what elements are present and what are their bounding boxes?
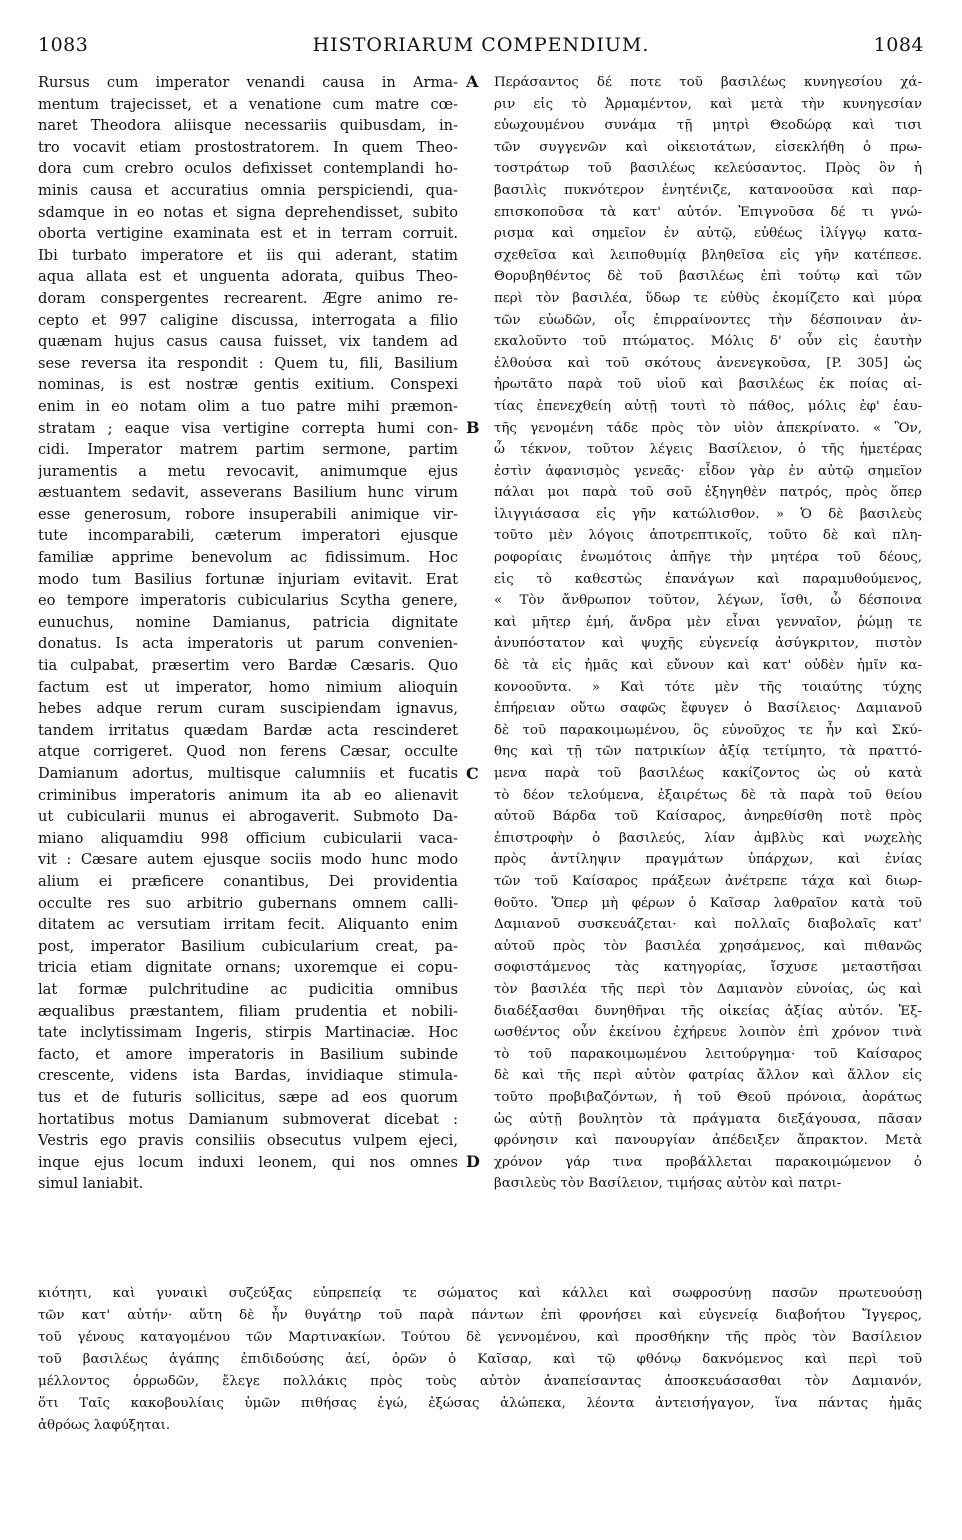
section-marker-d: D (466, 1152, 480, 1171)
greek-text-line: ρισμα καὶ σημεῖον ἐν αὐτῷ, εὐθέως ἰλίγγῳ κατα- (494, 226, 922, 242)
latin-text-line: juramentis a metu revocavit, animumque ejus (38, 462, 458, 480)
greek-text-line: μενα παρὰ τοῦ βασιλέως κακίζοντος ὡς οὐ κατὰ (494, 766, 922, 781)
latin-text-line: hortatibus motus Damianum submoverat dicebat : (38, 1110, 458, 1128)
latin-text-line: Rursus cum imperator venandi causa in Arma- (38, 74, 458, 91)
greek-text-line: ἐστὶν ἀφανισμὸς γενεᾶς· εἶδον γὰρ ἐν αὐτῷ σημεῖον (494, 463, 922, 479)
page-header (38, 34, 924, 60)
latin-column (38, 72, 458, 1195)
latin-text-line: hebes adque rerum curam suscipiendam ignavus, (38, 700, 458, 718)
greek-text-line: βασιλὶς πυκνότερον ἐνητένιζε, κατανοοῦσα καὶ παρ- (494, 182, 922, 198)
latin-text-line: simul laniabit. (38, 1175, 144, 1193)
greek-text-line: Περάσαντος δέ ποτε τοῦ βασιλέως κυνηγεσίου χά- (494, 75, 922, 90)
greek-text-line: σχεθεῖσα καὶ λειποθυμίᾳ βληθεῖσα εἰς γῆν κατέπεσε. (494, 247, 922, 263)
greek-text-line: ἀνυπόστατον καὶ ψυχῆς εὐγενείᾳ ἀσύγκριτον, πιστὸν (494, 636, 922, 652)
latin-text-line: doram conspergentes recrearent. Ægre animo re- (38, 289, 458, 307)
greek-text-line: εὐωχουμένου συνάμα τῇ μητρὶ Θεοδώρᾳ καὶ τισι (494, 118, 922, 134)
greek-text-line: περὶ τὸν βασιλέα, ὕδωρ τε εὐθὺς ἐκομίζετο καὶ μύρα (494, 290, 922, 306)
greek-column (494, 72, 922, 1195)
greek-text-line: τὸ δέον τελούμενα, ἐξαιρέτως δὲ τὰ παρὰ τοῦ θείου (494, 787, 922, 803)
latin-text-line: tute incomparabili, cæterum imperatori ejusque (38, 527, 458, 545)
greek-text-line: θοῦτο. Ὅπερ μὴ φέρων ὁ Καῖσαρ λαθραῖον κατὰ τοῦ (494, 895, 922, 911)
section-marker-b: B (466, 418, 480, 437)
latin-text-line: tate inclytissimam Ingeris, stirpis Martinaciæ. Hoc (38, 1024, 458, 1042)
latin-text-line: aqua allata est et unguenta adorata, quibus Theo- (38, 268, 458, 286)
latin-text-line: tro vocavit etiam prostostratorem. In quem Theo- (38, 138, 458, 156)
greek-footer-line: μέλλοντος ὀρρωδῶν, ἔλεγε πολλάκις πρὸς τοὺς αὐτὸν ἀναπείσαντας ἀποσκευάσασθαι τὸν Δαμιανόν, (38, 1374, 922, 1389)
latin-text-line: factum est ut imperator, homo nimium alioquin (38, 678, 458, 696)
latin-text-line: crescente, videns ista Bardas, invidiaque stimula- (38, 1067, 458, 1085)
latin-text-line: lat formæ pulchritudine ac pudicitia omnibus (38, 980, 458, 998)
latin-text-line: Vestris ego pravis consiliis obsecutus vulpem ejeci, (38, 1132, 458, 1150)
latin-text-line: naret Theodora aliisque necessariis quibusdam, in- (38, 117, 458, 135)
greek-text-line: Θορυβηθέντος δὲ τοῦ βασιλέως ἐπὶ τούτῳ καὶ τῶν (494, 269, 922, 285)
latin-text-line: alium ei præficere conantibus, Dei providentia (38, 872, 458, 890)
greek-footer-line: ἀθρόως λαφύξηται. (38, 1418, 171, 1433)
greek-text-line: τοῦτο προβιβαζόντων, ἡ τοῦ Θεοῦ πρόνοια, ἀοράτως (494, 1089, 922, 1105)
greek-text-line: ἠρωτᾶτο παρὰ τοῦ υἱοῦ καὶ βασιλέως ἐκ ποίας αἰ- (494, 377, 922, 393)
greek-footer-line: τοῦ βασιλέως ἀγάπης ἐπιδιδούσης ἀεί, ὁρῶν ὁ Καῖσαρ, καὶ τῷ φθόνῳ δακνόμενος καὶ περὶ τοῦ (38, 1352, 922, 1367)
greek-text-line: ωσθέντος οὖν ἐκείνου ἐχήρευε λοιπὸν ἐπὶ χρόνον τινὰ (494, 1025, 922, 1041)
greek-text-line: πρὸς ἀντίληψιν πραγμάτων ὑπάρχων, καὶ ἐνίας (494, 852, 922, 868)
latin-text-line: tia culpabat, præsertim vero Bardæ Cæsaris. Quo (38, 657, 458, 675)
latin-text-line: cidi. Imperator matrem partim sermone, partim (38, 441, 458, 459)
latin-text-line: Damianum adortus, multisque calumniis et fucatis (38, 765, 458, 782)
greek-text-line: ἐπιστροφὴν ὁ βασιλεύς, λίαν ἀμβλὺς καὶ νωχελὴς (494, 830, 922, 846)
latin-text-line: occulte res suo arbitrio gubernans omnem calli- (38, 894, 458, 912)
latin-text-line: mentum trajecisset, et a venatione cum matre cœ- (38, 95, 458, 113)
greek-text-line: πάλαι μοι παρὰ τοῦ σοῦ ἐξηγηθὲν πατρός, πρὸς ὅπερ (494, 485, 922, 501)
latin-text-line: eo tempore imperatoris cubicularius Scytha genere, (38, 592, 458, 610)
latin-text-line: minis causa et accuratius omnia perspiciendi, qua- (38, 181, 458, 199)
left-page-number: 1083 (38, 34, 89, 56)
latin-text-line: stratam ; eaque visa vertigine correpta humi con- (38, 419, 458, 437)
latin-text-line: Ibi turbato imperatore et iis qui aderant, statim (38, 246, 458, 264)
greek-text-line: τῶν συγγενῶν καὶ οἰκειοτάτων, εἰσεκλήθη ὁ πρω- (494, 139, 922, 155)
latin-text-line: sdamque in eo notas et signa deprehendisset, subito (38, 203, 458, 221)
greek-text-line: τῶν εὐωδῶν, οἷς ἐπιρραίνοντες τὴν δέσποιναν ἀν- (494, 312, 922, 328)
greek-text-line: ὦ τέκνον, τοῦτον λέγεις Βασίλειον, ὁ τῆς ἡμετέρας (494, 442, 922, 458)
greek-text-line: εκαλοῦντο τοῦ πτώματος. Μόλις δ' οὖν εἰς ἑαυτὴν (494, 334, 922, 350)
greek-text-line: χρόνον γάρ τινα προβάλλεται παρακοιμώμενον ὁ (494, 1154, 922, 1170)
latin-text-line: donatus. Is acta imperatoris ut parum convenien- (38, 635, 458, 653)
latin-text-line: dora cum crebro oculos defixisset contemplandi ho- (38, 160, 458, 178)
full-width-greek-paragraph (38, 1283, 922, 1437)
latin-text-line: familiæ apprime benevolum ac fidissimum. Hoc (38, 549, 458, 567)
latin-text-line: æqualibus præstantem, filiam prudentia et nobili- (38, 1002, 458, 1020)
greek-footer-line: ὅτι Ταῖς κακοβουλίαις ὑμῶν πιθήσας ἐγώ, ἐξώσας ἀλώπεκα, λέοντα ἀντεισήγαγον, ἵνα πάντας ἡμᾶς (38, 1396, 922, 1411)
latin-text-line: ut cubicularii munus ei abrogaverit. Submoto Da- (38, 808, 458, 826)
greek-text-line: διαδέξασθαι δυνηθῆναι τῆς οἰκείας ἀξίας αὐτόν. Ἐξ- (494, 1003, 922, 1019)
latin-text-line: sese reversa ita respondit : Quem tu, fili, Basilium (38, 354, 458, 372)
greek-footer-line: τοῦ γένους καταγομένου τῶν Μαρτινακίων. Τούτου δὲ γεννομένου, καὶ προσθήκην τῆς πρὸς τὸν Βασίλειον (38, 1330, 922, 1345)
section-marker-a: A (466, 72, 479, 91)
latin-text-line: facto, et amore imperatoris in Basilium subinde (38, 1045, 458, 1063)
latin-text-line: post, imperator Basilium cubicularium creat, pa- (38, 937, 458, 955)
latin-text-line: quænam hujus casus causa fuisset, vix tandem ad (38, 333, 458, 351)
latin-text-line: inque ejus locum induxi leonem, qui nos omnes (38, 1153, 458, 1171)
greek-text-line: βασιλεὺς τὸν Βασίλειον, τιμήσας αὐτὸν καὶ πατρι- (494, 1176, 842, 1192)
greek-text-line: αὐτοῦ Βάρδα τοῦ Καίσαρος, ἀνηρεθίσθη ποτὲ πρὸς (494, 809, 922, 825)
running-title: HISTORIARUM COMPENDIUM. (312, 34, 650, 56)
latin-text-line: nominas, is est nostræ gentis exitium. Conspexi (38, 376, 458, 394)
greek-text-line: σοφιστάμενος τὰς κατηγορίας, ἴσχυσε μεταστῆσαι (494, 960, 922, 976)
latin-text-line: miano aliquamdiu 998 officium cubicularii vaca- (38, 829, 458, 847)
greek-text-line: τῶν τοῦ Καίσαρος πράξεων ἀνέτρεπε τάχα καὶ διωρ- (494, 873, 922, 889)
latin-text-line: cepto et 997 caligine discussa, interrogata a filio (38, 311, 458, 329)
greek-footer-line: τῶν κατ' αὐτήν· αὕτη δὲ ἦν θυγάτηρ τοῦ παρὰ πάντων ἐπὶ φρονήσει καὶ εὐγενείᾳ διαβοήτου Ἴγγερος, (38, 1308, 922, 1323)
greek-text-line: καὶ μῆτερ ἐμή, ἄνδρα μὲν εἶναι γενναῖον, ῥώμῃ τε (494, 614, 922, 630)
greek-text-line: ἐλθούσα καὶ τοῦ σκότους ἀνενεγκοῦσα, [P. 305] ὡς (494, 355, 922, 371)
greek-footer-line: κιότητι, καὶ γυναικὶ συζεύξας εὐπρεπείᾳ τε σώματος καὶ κάλλει καὶ σωφροσύνῃ πασῶν πρωτευούσῃ (38, 1286, 922, 1301)
greek-text-line: εἰς τὸ καθεστὼς ἐπανάγων καὶ παραμυθούμενος, (494, 571, 922, 587)
greek-text-line: τίας ἐπενεχθείη αὐτῇ τουτὶ τὸ πάθος, μόλις ἐφ' ἑαυ- (494, 398, 922, 414)
latin-text-line: æstuantem sedavit, asseverans Basilium hunc virum (38, 484, 458, 502)
latin-text-line: criminibus imperatoris animum ita ab eo alienavit (38, 786, 458, 804)
greek-text-line: επισκοποῦσα τὰ κατ' αὐτόν. Ἐπιγνοῦσα δέ τι γνώ- (494, 204, 922, 220)
greek-text-line: « Τὸν ἄνθρωπον τοῦτον, λέγων, ἴσθι, ὦ δέσποινα (494, 593, 922, 609)
greek-text-line: ριν εἰς τὸ Ἀρμαμέντον, καὶ μετὰ τὴν κυνηγεσίαν (494, 96, 922, 112)
greek-text-line: ὡς αὐτῇ βουλητὸν τὰ πράγματα διεξάγουσα, πᾶσαν (494, 1111, 922, 1127)
greek-text-line: τῆς γενομένη τάδε πρὸς τὸν υἱὸν ἀπεκρίνατο. « Ὃν, (494, 420, 922, 436)
latin-text-line: tricia etiam dignitate ornans; uxoremque ei copu- (38, 959, 458, 977)
latin-text-line: vit : Cæsare autem ejusque sociis modo hunc modo (38, 851, 458, 869)
greek-text-line: κονοοῦντα. » Καὶ τότε μὲν τῆς τοιαύτης τύχης (494, 679, 922, 695)
greek-text-line: δὲ τοῦ παρακοιμωμένου, ὃς εὐνοῦχος τε ἦν καὶ Σκύ- (494, 722, 922, 738)
right-page-number: 1084 (873, 34, 924, 56)
section-marker-c: C (466, 764, 479, 783)
latin-text-line: tus et de futuris sollicitus, sæpe ad eos quorum (38, 1088, 458, 1106)
latin-text-line: oborta vertigine examinata est et in terram corruit. (38, 225, 458, 243)
greek-text-line: δὲ τὰ εἰς ἡμᾶς καὶ εὔνουν καὶ κατ' οὐδὲν ἡμῖν κα- (494, 658, 922, 674)
greek-text-line: αὐτοῦ πρὸς τὸν βασιλέα χρησάμενος, καὶ πιθανῶς (494, 938, 922, 954)
greek-text-line: φρόνησιν καὶ πανουργίαν ἀπέδειξεν ἄπρακτον. Μετὰ (494, 1133, 922, 1149)
greek-text-line: ροφορίαις ἐνωμότοις ἀπῆγε τὴν μητέρα τοῦ δέους, (494, 550, 922, 566)
greek-text-line: θης καὶ τῇ τῶν πατρικίων ἀξίᾳ τετίμητο, τὰ πραττό- (494, 744, 922, 760)
latin-text-line: modo tum Basilius fortunæ injuriam evitavit. Erat (38, 570, 458, 588)
latin-text-line: atque corrigeret. Quod non ferens Cæsar, occulte (38, 743, 458, 761)
latin-text-line: tandem irritatus quædam Bardæ acta rescinderet (38, 721, 458, 739)
latin-text-line: enim in eo notam olim a tuo patre mihi præmon- (38, 397, 458, 415)
greek-text-line: Δαμιανοῦ συσκευάζεται· καὶ πολλαῖς διαβολαῖς κατ' (494, 917, 922, 933)
greek-text-line: δὲ καὶ τῆς περὶ αὐτὸν φατρίας ἄλλον καὶ ἄλλον εἰς (494, 1068, 922, 1084)
latin-text-line: esse generosum, robore insuperabili animique vir- (38, 505, 458, 523)
latin-text-line: eunuchus, nomine Damianus, patricia dignitate (38, 613, 458, 631)
latin-text-line: ditatem ac versutiam irritam fecit. Aliquanto enim (38, 916, 458, 934)
greek-text-line: ἰλιγγιάσασα εἰς γῆν κατώλισθον. » Ὁ δὲ βασιλεὺς (494, 506, 922, 522)
greek-text-line: τὸν βασιλέα τῆς περὶ τὸν Δαμιανὸν εὐνοίας, ὡς καὶ (494, 981, 922, 997)
greek-text-line: τὸ τοῦ παρακοιμωμένου λειτούργημα· τοῦ Καίσαρος (494, 1046, 922, 1062)
greek-text-line: ἐπήρειαν οὕτω σαφῶς ἔφυγεν ὁ Βασίλειος· Δαμιανοῦ (494, 701, 922, 717)
greek-text-line: τοστράτωρ τοῦ βασιλέως κελεύσαντος. Πρὸς ὃν ἡ (494, 161, 922, 177)
greek-text-line: τοῦτο μὲν λόγοις ἀποτρεπτικοῖς, τοῦτο δὲ καὶ πλη- (494, 528, 922, 544)
